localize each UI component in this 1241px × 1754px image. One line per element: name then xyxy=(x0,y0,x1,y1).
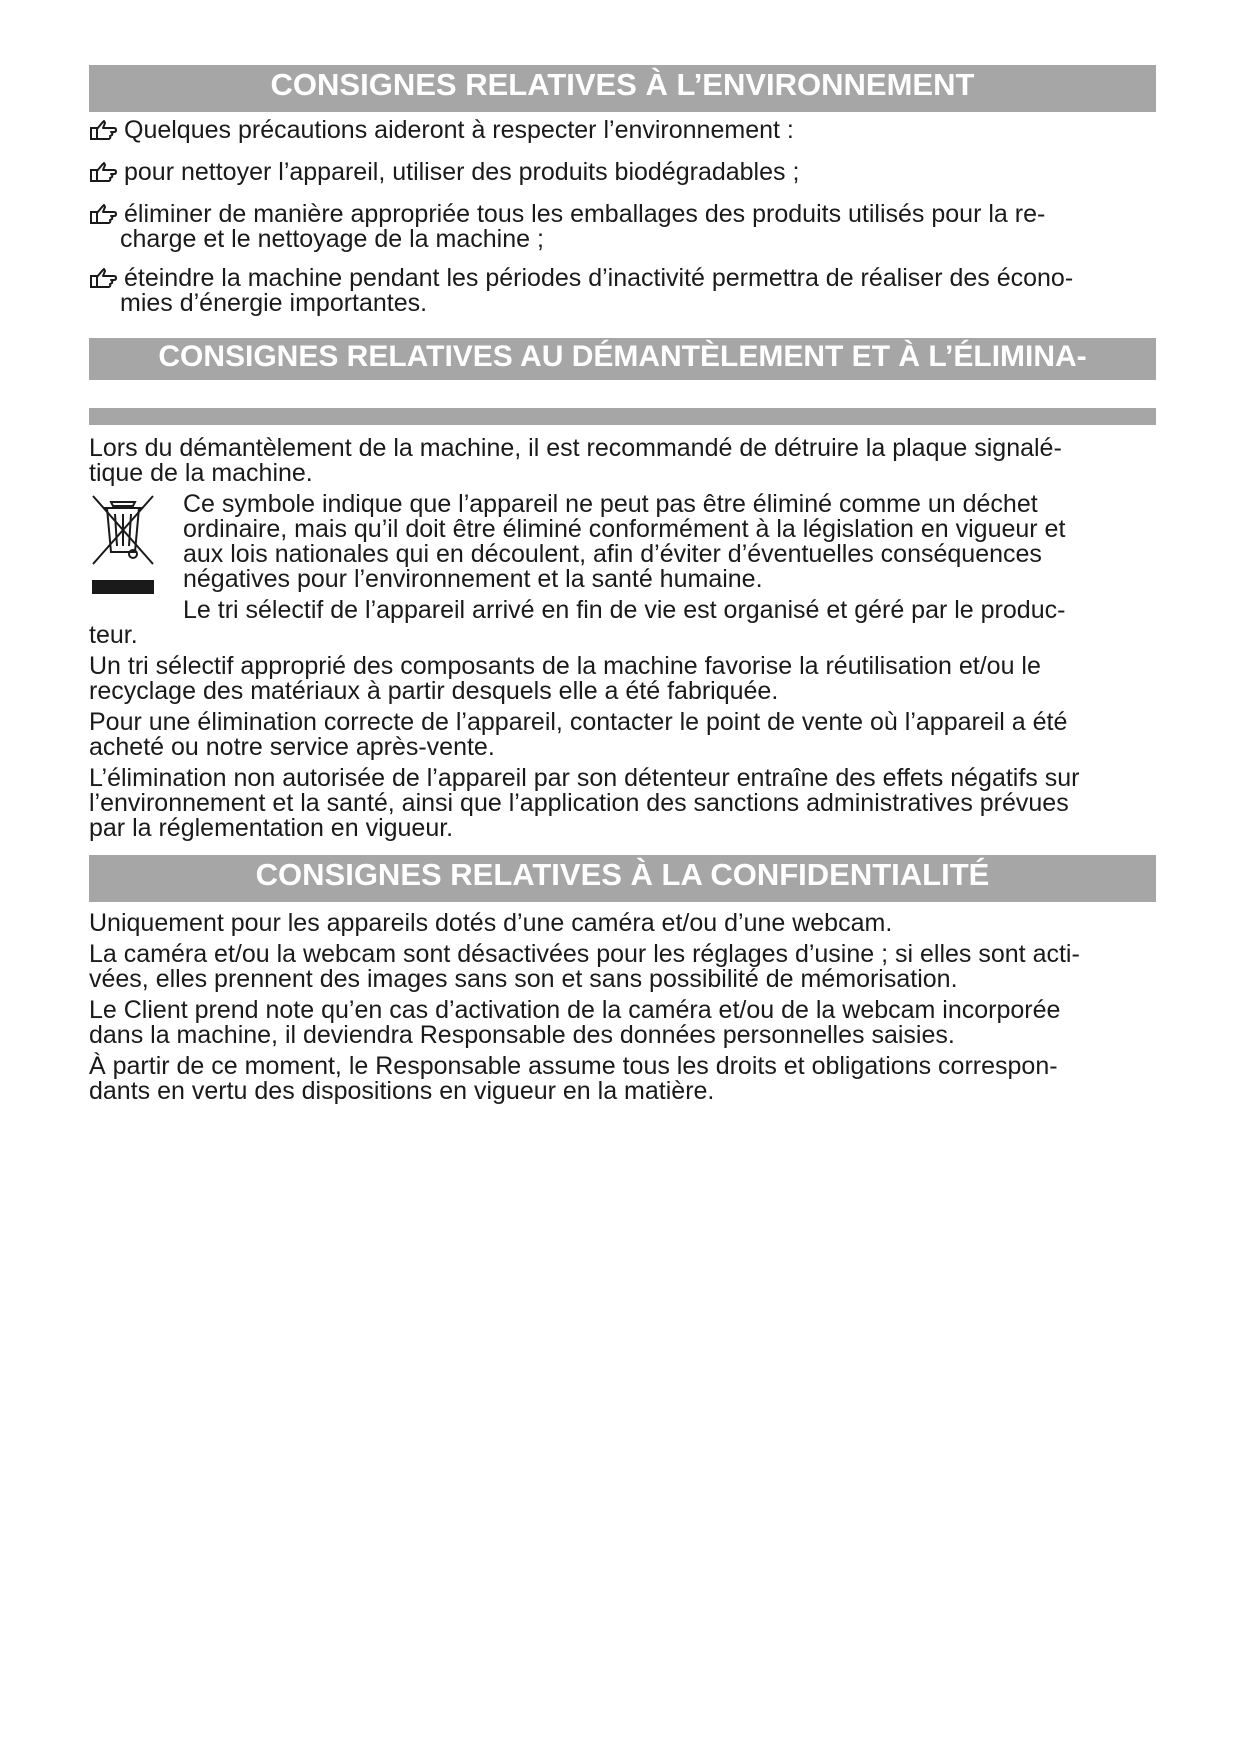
paragraph-line: par la réglementation en vigueur. xyxy=(89,814,454,842)
paragraph-line: négatives pour l’environnement et la santé humaine. xyxy=(183,565,763,593)
paragraph-line: acheté ou notre service après-vente. xyxy=(89,733,495,761)
paragraph-line: l’environnement et la santé, ainsi que l’application des sanctions administratives prévues xyxy=(89,789,1069,817)
section-header-disposal: CONSIGNES RELATIVES AU DÉMANTÈLEMENT ET À L’ÉLIMINA- xyxy=(89,338,1156,380)
paragraph-line: Ce symbole indique que l’appareil ne peut pas être éliminé comme un déchet xyxy=(183,490,1038,518)
paragraph-line: recyclage des matériaux à partir desquels elle a été fabriquée. xyxy=(89,677,779,705)
paragraph-line: Le tri sélectif de l’appareil arrivé en fin de vie est organisé et géré par le produc- xyxy=(183,596,1066,624)
list-item-text: éteindre la machine pendant les périodes d’inactivité permettra de réaliser des écono- xyxy=(124,264,1074,292)
paragraph-line: dans la machine, il deviendra Responsable des données personnelles saisies. xyxy=(89,1021,955,1049)
paragraph-line: L’élimination non autorisée de l’appareil par son détenteur entraîne des effets négatifs sur xyxy=(89,764,1080,792)
paragraph-line: teur. xyxy=(89,621,138,649)
pointing-hand-icon xyxy=(89,202,117,226)
pointing-hand-icon xyxy=(89,266,117,290)
section-header-disposal-continuation xyxy=(89,408,1156,425)
list-item-text: pour nettoyer l’appareil, utiliser des produits biodégradables ; xyxy=(124,158,800,186)
paragraph-line: vées, elles prennent des images sans son et sans possibilité de mémorisation. xyxy=(89,965,958,993)
paragraph-line: tique de la machine. xyxy=(89,459,313,487)
paragraph-line: Uniquement pour les appareils dotés d’une caméra et/ou d’une webcam. xyxy=(89,909,893,937)
pointing-hand-icon xyxy=(89,160,117,184)
pointing-hand-icon xyxy=(89,118,117,142)
list-item-text: mies d’énergie importantes. xyxy=(120,289,428,317)
paragraph-line: Le Client prend note qu’en cas d’activation de la caméra et/ou de la webcam incorporée xyxy=(89,996,1061,1024)
section-header-environment: CONSIGNES RELATIVES À L’ENVIRONNEMENT xyxy=(89,65,1156,112)
paragraph-line: Pour une élimination correcte de l’appareil, contacter le point de vente où l’appareil a été xyxy=(89,708,1068,736)
paragraph-line: dants en vertu des dispositions en vigueur en la matière. xyxy=(89,1077,715,1105)
paragraph-line: ordinaire, mais qu’il doit être éliminé conformément à la législation en vigueur et xyxy=(183,515,1066,543)
section-header-privacy: CONSIGNES RELATIVES À LA CONFIDENTIALITÉ xyxy=(89,855,1156,902)
crossed-out-wheelie-bin-icon xyxy=(89,492,157,600)
paragraph-line: Un tri sélectif approprié des composants de la machine favorise la réutilisation et/ou le xyxy=(89,652,1041,680)
list-item-text: Quelques précautions aideront à respecter l’environnement : xyxy=(124,116,794,144)
paragraph-line: La caméra et/ou la webcam sont désactivées pour les réglages d’usine ; si elles sont acti- xyxy=(89,940,1080,968)
paragraph-line: aux lois nationales qui en découlent, afin d’éviter d’éventuelles conséquences xyxy=(183,540,1042,568)
paragraph-line: À partir de ce moment, le Responsable assume tous les droits et obligations correspon- xyxy=(89,1052,1058,1080)
list-item-text: éliminer de manière appropriée tous les emballages des produits utilisés pour la re- xyxy=(124,200,1046,228)
list-item-text: charge et le nettoyage de la machine ; xyxy=(120,225,544,253)
paragraph-line: Lors du démantèlement de la machine, il est recommandé de détruire la plaque signalé- xyxy=(89,434,1062,462)
